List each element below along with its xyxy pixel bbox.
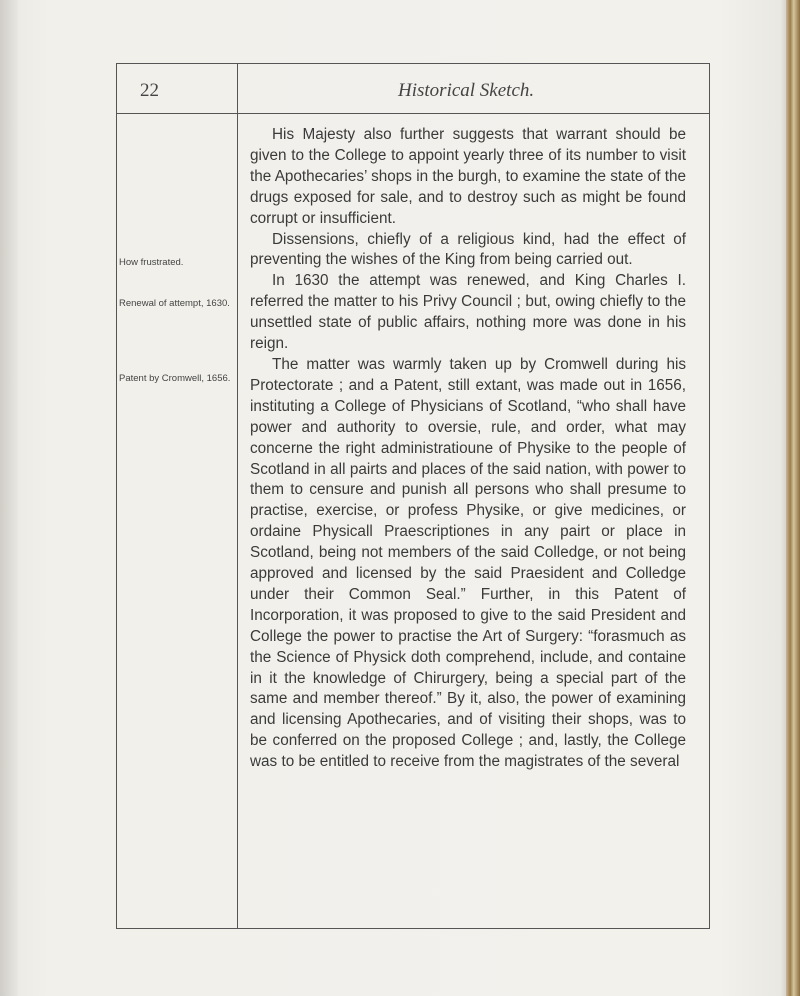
paragraph: The matter was warmly taken up by Cromwell during his Protectorate ; and a Patent, still extant, was made out in 1656, instituting a College of Physicians of Scotland, “who shall have power and authority to oversie, rule, and order, what may concerne the right administratioune of Physike to the people of Scotland in all pairts and places of the said nation, with power to them to censure and punish all persons who shall presume to practise, exercise, or profess Physike, or give medicines, or ordaine Physicall Praescriptiones in any pairt or place in Scotland, being not members of the said Colledge, or not being approved and licensed by the said Praesident and Colledge under their Common Seal.” Further, in this Patent of Incorporation, it was proposed to give to the said President and College the power to practise the Art of Surgery: “forasmuch as the Science of Physick doth comprehend, include, and containe in it the knowledge of Chirurgery, being a special part of the same and member thereof.” By it, also, the power of examining and licensing Apothecaries, and of visiting their shops, was to be conferred on the proposed College ; and, lastly, the College was to be entitled to receive from the magistrates of the several [250, 355, 686, 771]
page-binding-shadow [0, 0, 18, 996]
bottom-rule [116, 928, 710, 929]
body-text [250, 125, 686, 773]
margin-note-patent: Patent by Cromwell, 1656. [119, 373, 231, 384]
header-rule [116, 113, 710, 114]
margin-note-frustrated: How frustrated. [119, 257, 184, 268]
running-title: Historical Sketch. [398, 80, 535, 101]
page-number: 22 [140, 80, 159, 101]
book-spine [786, 0, 800, 996]
margin-divider [237, 63, 238, 929]
left-rule [116, 63, 117, 929]
right-rule [709, 63, 710, 929]
paragraph: His Majesty also further suggests that warrant should be given to the College to appoint yearly three of its number to visit the Apothecaries’ shops in the burgh, to examine the state of the drugs exposed for sale, and to destroy such as might be found corrupt or insufficient. [250, 126, 686, 227]
top-rule [116, 63, 710, 64]
paragraph: Dissensions, chiefly of a religious kind, had the effect of preventing the wishes of the King from being carried out. [250, 230, 686, 269]
margin-note-renewal: Renewal of attempt, 1630. [119, 298, 230, 309]
paragraph: In 1630 the attempt was renewed, and King Charles I. referred the matter to his Privy Council ; but, owing chiefly to the unsettled state of public affairs, nothing more was done in his reign. [250, 272, 686, 353]
